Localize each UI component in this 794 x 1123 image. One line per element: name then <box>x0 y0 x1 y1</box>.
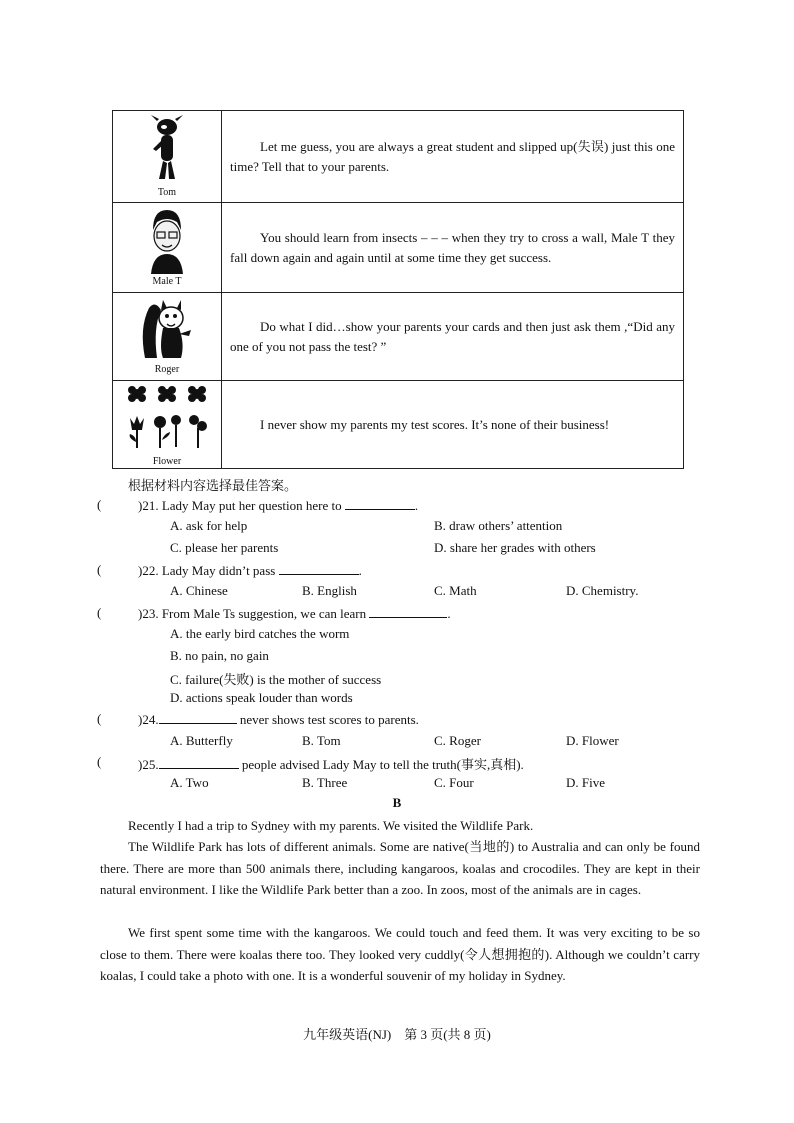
avatar-cell <box>113 203 222 293</box>
flowers-icon <box>122 382 212 454</box>
question-text: )21. Lady May put her question here to <box>138 498 342 513</box>
question-end: . <box>414 498 419 513</box>
option: D. Five <box>566 775 605 790</box>
option: A. the early bird catches the worm <box>170 626 350 641</box>
question-23 <box>138 605 451 622</box>
option: C. Math <box>434 583 477 598</box>
question-end: . <box>447 606 451 621</box>
question-text: )25. <box>138 757 159 772</box>
answer-blank <box>159 711 237 724</box>
option: B. Tom <box>302 733 341 748</box>
answer-blank <box>279 562 359 575</box>
post-text <box>222 381 684 469</box>
skunk-icon <box>139 298 195 362</box>
answer-blank <box>159 756 239 769</box>
post-text-content: I never show my parents my test scores. It’s none of their business! <box>260 416 610 432</box>
question-end: . <box>358 563 362 578</box>
instruction: 根据材料内容选择最佳答案。 <box>128 478 298 493</box>
option: C. failure(失败) is the mother of success <box>170 672 382 687</box>
boy-icon <box>147 208 187 274</box>
answer-paren: ( <box>97 562 102 577</box>
section-heading: B <box>392 795 402 810</box>
tom-cat-icon <box>147 115 187 185</box>
avatar-name: Flower <box>152 456 182 467</box>
question-text: )22. Lady May didn’t pass <box>138 563 276 578</box>
answer-paren: ( <box>97 711 102 726</box>
post-text <box>222 203 684 293</box>
page-footer: 九年级英语(NJ) 第 3 页(共 8 页) <box>303 1027 491 1042</box>
post-row <box>113 293 684 381</box>
avatar-cell <box>113 381 222 469</box>
option: A. Butterfly <box>170 733 233 748</box>
option: B. no pain, no gain <box>170 648 269 663</box>
post-text <box>222 111 684 203</box>
question-22 <box>138 562 362 579</box>
avatar-name: Tom <box>157 187 177 198</box>
avatar-name: Male T <box>152 276 182 287</box>
forum-table <box>112 110 684 469</box>
option: B. draw others’ attention <box>434 518 563 533</box>
answer-blank <box>345 497 415 510</box>
question-24 <box>138 711 419 728</box>
answer-paren: ( <box>97 497 102 512</box>
post-row <box>113 111 684 203</box>
post-row <box>113 203 684 293</box>
question-text-after: people advised Lady May to tell the truth(事实,真相). <box>241 757 524 772</box>
option: C. Four <box>434 775 474 790</box>
paragraph: We first spent some time with the kangaroos. We could touch and feed them. It was very exciting to be so close to them. There were koalas there too. They looked very cuddly(令人想拥抱的). Although we couldn’t carry koalas, I could take a photo with one. It is a wonderful souvenir of my holiday in Sydney. <box>100 925 700 983</box>
option: A. Chinese <box>170 583 228 598</box>
option: D. actions speak louder than words <box>170 690 353 705</box>
option: B. Three <box>302 775 348 790</box>
post-text-content: Do what I did…show your parents your cards and then just ask them ,“Did any one of you not pass the test? ” <box>230 318 675 354</box>
option: D. Chemistry. <box>566 583 639 598</box>
paragraph: The Wildlife Park has lots of different animals. Some are native(当地的) to Australia and can only be found there. There are more than 500 animals there, including kangaroos, koalas and crocodiles. They are kept in their natural environment. I like the Wildlife Park better than a zoo. In zoos, most of the animals are in cages. <box>100 839 700 897</box>
avatar-cell <box>113 293 222 381</box>
avatar-cell <box>113 111 222 203</box>
option: D. Flower <box>566 733 619 748</box>
post-row <box>113 381 684 469</box>
option: C. please her parents <box>170 540 279 555</box>
paragraph: Recently I had a trip to Sydney with my parents. We visited the Wildlife Park. <box>128 818 534 833</box>
question-text: )23. From Male Ts suggestion, we can learn <box>138 606 367 621</box>
question-21 <box>138 497 418 514</box>
option: B. English <box>302 583 357 598</box>
option: A. ask for help <box>170 518 248 533</box>
option: D. share her grades with others <box>434 540 596 555</box>
question-25 <box>138 754 524 773</box>
answer-paren: ( <box>97 605 102 620</box>
question-text-after: never shows test scores to parents. <box>239 712 419 727</box>
post-text-content: Let me guess, you are always a great student and slipped up(失误) just this one time? Tell that to your parents. <box>230 138 675 174</box>
answer-blank <box>369 605 447 618</box>
option: A. Two <box>170 775 209 790</box>
question-text: )24. <box>138 712 159 727</box>
post-text-content: You should learn from insects – – – when they try to cross a wall, Male T they fall down again and again until at some time they get success. <box>230 229 675 265</box>
avatar-name: Roger <box>154 364 180 375</box>
option: C. Roger <box>434 733 481 748</box>
answer-paren: ( <box>97 754 102 769</box>
post-text <box>222 293 684 381</box>
